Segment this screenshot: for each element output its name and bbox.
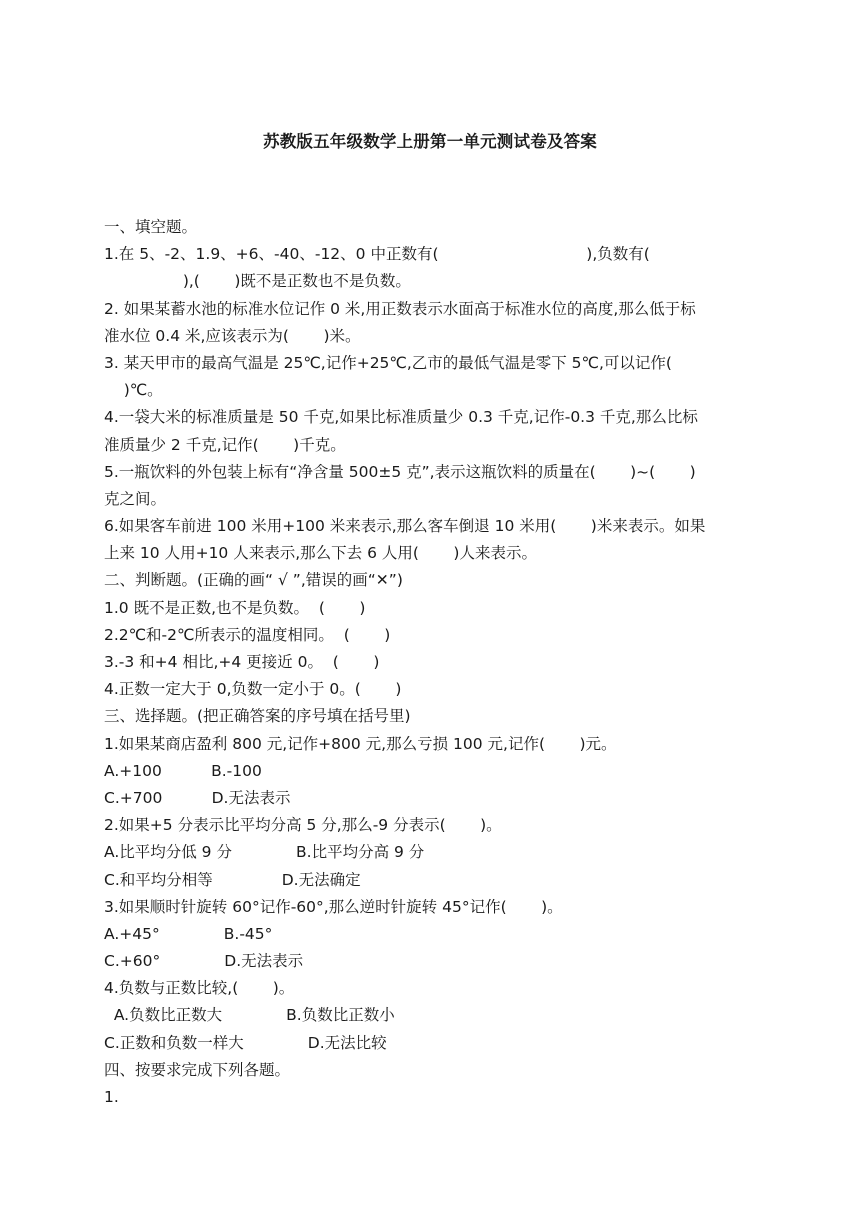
text-line: 2. 如果某蓄水池的标准水位记作 0 米,用正数表示水面高于标准水位的高度,那么低于标 [104,299,696,318]
text-line: 3.如果顺时针旋转 60°记作-60°,那么逆时针旋转 45°记作( )。 [104,897,563,916]
text-line: 3.-3 和+4 相比,+4 更接近 0。 ( ) [104,653,380,671]
text-line: A.负数比正数大 B.负数比正数小 [104,1006,395,1025]
text-line: 1. [104,1088,119,1106]
text-line: 4.一袋大米的标准质量是 50 千克,如果比标准质量少 0.3 千克,记作-0.3 千克,那么比标 [104,408,698,427]
text-line: C.+60° D.无法表示 [104,952,304,971]
text-line: 2.如果+5 分表示比平均分高 5 分,那么-9 分表示( )。 [104,816,502,835]
text-line: 1.如果某商店盈利 800 元,记作+800 元,那么亏损 100 元,记作( )元。 [104,734,617,753]
page-title: 苏教版五年级数学上册第一单元测试卷及答案 [263,132,597,151]
text-line: 三、选择题。(把正确答案的序号填在括号里) [104,707,411,726]
text-line: 2.2℃和-2℃所表示的温度相同。 ( ) [104,625,391,644]
text-line: C.正数和负数一样大 D.无法比较 [104,1033,387,1052]
document-body [104,214,760,1111]
text-line: 5.一瓶饮料的外包装上标有“净含量 500±5 克”,表示这瓶饮料的质量在( )~( ) [104,462,696,481]
text-line: C.+700 D.无法表示 [104,788,291,807]
text-line: 一、填空题。 [104,218,198,236]
text-line: A.+100 B.-100 [104,761,262,780]
text-line: A.+45° B.-45° [104,924,273,943]
text-line: 1.0 既不是正数,也不是负数。 ( ) [104,598,366,617]
text-line: C.和平均分相等 D.无法确定 [104,870,361,889]
text-line: 准质量少 2 千克,记作( )千克。 [104,435,346,454]
text-line: 6.如果客车前进 100 米用+100 米来表示,那么客车倒退 10 米用( )米来表示。如果 [104,517,706,536]
text-line: ),( )既不是正数也不是负数。 [104,272,411,291]
text-line: 上来 10 人用+10 人来表示,那么下去 6 人用( )人来表示。 [104,544,537,563]
text-line: 4.正数一定大于 0,负数一定小于 0。( ) [104,680,402,699]
text-line: 4.负数与正数比较,( )。 [104,979,295,998]
text-line: 四、按要求完成下列各题。 [104,1060,291,1079]
text-line: 克之间。 [104,489,167,508]
text-line: )℃。 [104,381,163,400]
text-line: 准水位 0.4 米,应该表示为( )米。 [104,326,361,345]
text-line: 二、判断题。(正确的画“ √ ”,错误的画“✕”) [104,571,403,590]
text-line: 3. 某天甲市的最高气温是 25℃,记作+25℃,乙市的最低气温是零下 5℃,可以记作( [104,353,672,372]
text-line: A.比平均分低 9 分 B.比平均分高 9 分 [104,843,425,862]
text-line: 1.在 5、-2、1.9、+6、-40、-12、0 中正数有( ),负数有( [104,245,650,264]
